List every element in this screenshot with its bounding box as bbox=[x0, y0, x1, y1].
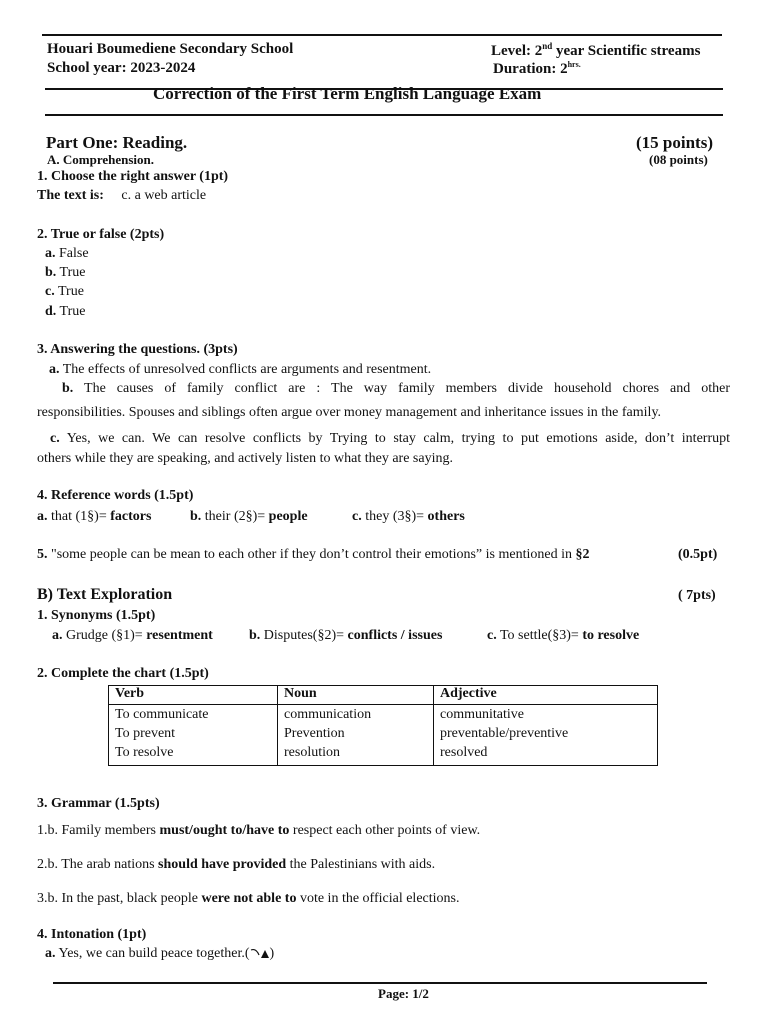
duration-prefix: Duration: 2 bbox=[493, 61, 568, 77]
q2-item-text: False bbox=[59, 246, 89, 261]
duration-info bbox=[493, 60, 581, 78]
synonym-b-answer: conflicts / issues bbox=[347, 628, 443, 643]
table-cell: To resolve bbox=[115, 745, 174, 760]
synonyms-heading: 1. Synonyms (1.5pt) bbox=[37, 608, 156, 623]
synonym-c bbox=[487, 628, 639, 644]
synonym-c-answer: to resolve bbox=[582, 628, 640, 643]
part-one-title: Part One: Reading. bbox=[46, 133, 188, 152]
column-header-noun: Noun bbox=[278, 686, 434, 705]
q2-item bbox=[45, 265, 85, 281]
q3-a-letter: a. bbox=[49, 362, 60, 377]
level-info bbox=[491, 41, 700, 60]
grammar-s1-post: respect each other points of view. bbox=[289, 823, 481, 838]
rising-falling-arrow-icon bbox=[250, 947, 270, 961]
q5-num: 5. bbox=[37, 547, 48, 562]
q2-item-letter: b. bbox=[45, 265, 57, 280]
part-b-points: ( 7pts) bbox=[678, 588, 716, 603]
level-sup: nd bbox=[542, 41, 553, 51]
q4-answer-b bbox=[190, 509, 308, 525]
q2-item-text: True bbox=[57, 284, 84, 299]
synonym-a bbox=[52, 628, 213, 644]
q4-answer-a bbox=[37, 509, 151, 525]
header-bottom-rule bbox=[45, 114, 723, 116]
level-suffix: year Scientific streams bbox=[552, 43, 701, 59]
grammar-s1-answer: must/ought to/have to bbox=[159, 823, 290, 838]
synonym-b bbox=[249, 628, 442, 644]
adjective-column bbox=[434, 705, 658, 766]
q3-c-line1: Yes, we can. We can resolve conflicts by Trying to stay calm, trying to put emotions aside, don’t interrupt bbox=[66, 431, 730, 446]
q4-answer-c bbox=[352, 509, 465, 525]
q4-a-answer: factors bbox=[110, 509, 152, 524]
table-cell: preventable/preventive bbox=[440, 726, 569, 741]
table-header-row bbox=[109, 686, 658, 705]
grammar-s1-pre: 1.b. Family members bbox=[37, 823, 160, 838]
part-one-points: (15 points) bbox=[636, 133, 713, 152]
q2-item bbox=[45, 304, 85, 320]
grammar-sentence-3 bbox=[37, 891, 459, 907]
table-cell: To communicate bbox=[115, 707, 209, 722]
q4-a-letter: a. bbox=[37, 509, 48, 524]
grammar-s2-post: the Palestinians with aids. bbox=[286, 857, 436, 872]
q1-label: The text is: bbox=[37, 188, 104, 203]
q2-item-letter: c. bbox=[45, 284, 55, 299]
duration-sup: hrs. bbox=[567, 60, 581, 69]
level-prefix: Level: 2 bbox=[491, 43, 543, 59]
q3-answer-c-line1 bbox=[50, 431, 730, 447]
q5-points: (0.5pt) bbox=[678, 547, 718, 562]
q2-item-text: True bbox=[59, 304, 86, 319]
q3-answer-b-line1 bbox=[62, 381, 730, 397]
comprehension-heading: A. Comprehension. bbox=[47, 152, 155, 167]
grammar-s2-answer: should have provided bbox=[158, 857, 287, 872]
table-cell: Prevention bbox=[284, 726, 345, 741]
exam-title: Correction of the First Term English Language Exam bbox=[153, 84, 542, 103]
q2-heading: 2. True or false (2pts) bbox=[37, 227, 165, 242]
grammar-heading: 3. Grammar (1.5pts) bbox=[37, 796, 160, 811]
grammar-s3-post: vote in the official elections. bbox=[296, 891, 460, 906]
synonym-a-text: Grudge (§1)= bbox=[62, 628, 147, 643]
synonym-b-text: Disputes(§2)= bbox=[260, 628, 348, 643]
q3-answer-c-line2: others while they are speaking, and actively listen to what they are saying. bbox=[37, 451, 453, 466]
footer-rule bbox=[53, 982, 707, 984]
school-name: Houari Boumediene Secondary School bbox=[47, 41, 294, 57]
synonym-c-letter: c. bbox=[487, 628, 497, 643]
intonation-heading: 4. Intonation (1pt) bbox=[37, 927, 147, 942]
q3-b-letter: b. bbox=[62, 381, 74, 396]
grammar-sentence-2 bbox=[37, 857, 435, 873]
synonym-a-answer: resentment bbox=[146, 628, 213, 643]
school-year: School year: 2023-2024 bbox=[47, 60, 196, 76]
q2-item bbox=[45, 246, 89, 262]
q4-a-text: that (1§)= bbox=[47, 509, 111, 524]
q3-answer-a bbox=[49, 362, 431, 378]
q4-c-text: they (3§)= bbox=[361, 509, 428, 524]
chart-heading: 2. Complete the chart (1.5pt) bbox=[37, 666, 209, 681]
q2-item-letter: d. bbox=[45, 304, 57, 319]
intonation-answer bbox=[45, 946, 274, 962]
column-header-adjective: Adjective bbox=[434, 686, 658, 705]
part-b-title: B) Text Exploration bbox=[37, 586, 173, 603]
q2-item bbox=[45, 284, 84, 300]
q3-heading: 3. Answering the questions. (3pts) bbox=[37, 342, 238, 357]
q2-item-text: True bbox=[59, 265, 86, 280]
q5-text: "some people can be mean to each other if they don’t control their emotions” is mentioned in bbox=[47, 547, 576, 562]
q3-a-text: The effects of unresolved conflicts are arguments and resentment. bbox=[62, 362, 432, 377]
table-row bbox=[109, 705, 658, 766]
table-cell: communitative bbox=[440, 707, 524, 722]
q5-line bbox=[37, 547, 589, 563]
word-forms-table bbox=[108, 685, 658, 766]
q4-heading: 4. Reference words (1.5pt) bbox=[37, 488, 194, 503]
intonation-letter: a. bbox=[45, 946, 56, 961]
q4-b-answer: people bbox=[268, 509, 308, 524]
table-cell: resolution bbox=[284, 745, 340, 760]
table-cell: resolved bbox=[440, 745, 488, 760]
page-number: Page: 1/2 bbox=[378, 986, 429, 1001]
grammar-s2-pre: 2.b. The arab nations bbox=[37, 857, 159, 872]
q1-answer: c. a web article bbox=[121, 188, 207, 203]
q2-item-letter: a. bbox=[45, 246, 56, 261]
column-header-verb: Verb bbox=[109, 686, 278, 705]
synonym-c-text: To settle(§3)= bbox=[496, 628, 583, 643]
q3-b-line1: The causes of family conflict are : The way family members divide household chores and other bbox=[84, 381, 730, 396]
table-cell: To prevent bbox=[115, 726, 176, 741]
q4-c-letter: c. bbox=[352, 509, 362, 524]
verb-column bbox=[109, 705, 278, 766]
synonym-b-letter: b. bbox=[249, 628, 261, 643]
q5-answer: §2 bbox=[575, 547, 590, 562]
q3-c-letter: c. bbox=[50, 431, 60, 446]
synonym-a-letter: a. bbox=[52, 628, 63, 643]
grammar-s3-pre: 3.b. In the past, black people bbox=[37, 891, 202, 906]
noun-column bbox=[278, 705, 434, 766]
header-top-rule bbox=[42, 34, 722, 36]
grammar-s3-answer: were not able to bbox=[201, 891, 297, 906]
q4-c-answer: others bbox=[427, 509, 465, 524]
q4-b-letter: b. bbox=[190, 509, 202, 524]
intonation-text: Yes, we can build peace together.( bbox=[55, 946, 250, 961]
q1-answer-line bbox=[37, 188, 206, 204]
q4-b-text: their (2§)= bbox=[201, 509, 269, 524]
grammar-sentence-1 bbox=[37, 823, 480, 839]
q1-heading: 1. Choose the right answer (1pt) bbox=[37, 169, 229, 184]
comprehension-points: (08 points) bbox=[649, 152, 708, 167]
table-cell: communication bbox=[284, 707, 372, 722]
q3-answer-b-line2: responsibilities. Spouses and siblings often argue over money management and inheritance issues in the family. bbox=[37, 405, 662, 420]
intonation-close: ) bbox=[269, 946, 275, 961]
